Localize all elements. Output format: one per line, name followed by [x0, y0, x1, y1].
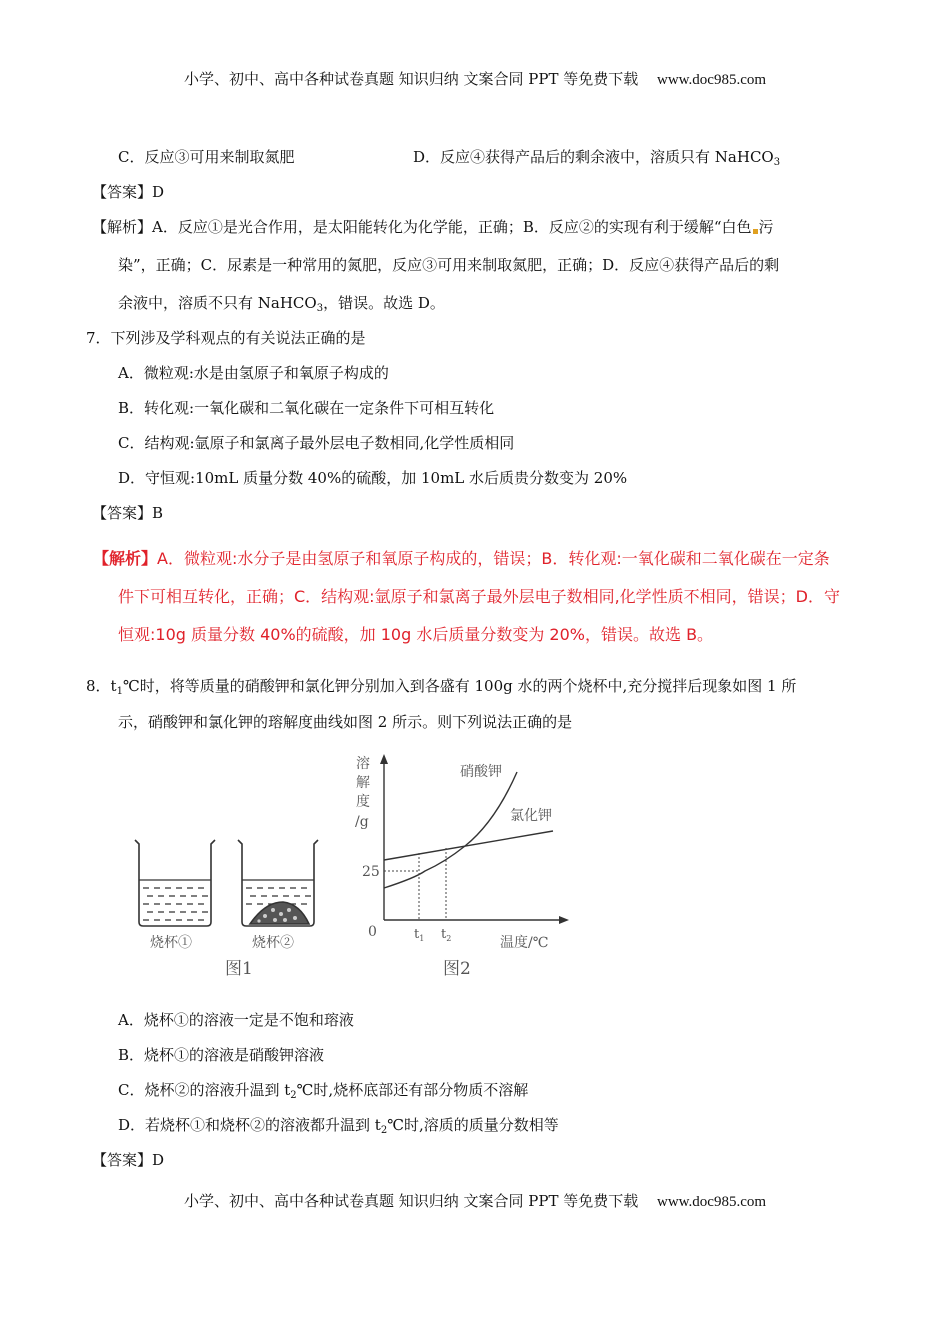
- solubility-chart: [355, 754, 569, 979]
- y-axis-arrow-icon: [380, 754, 388, 764]
- q8-option-a: A．烧杯①的溶液一定是不饱和瑢液: [118, 1011, 354, 1029]
- highlight-mark-icon: [753, 229, 758, 234]
- q6-analysis-text: ，错误。故选 D。: [323, 294, 445, 312]
- q8-option-text: ℃时,溶质的质量分数相等: [387, 1116, 559, 1134]
- q8-option-text: D．若烧杯①和烧杯②的溶液都升温到 t: [118, 1116, 381, 1134]
- footer-text: 小学、初中、高中各种试卷真题 知识归纳 文案合同 PPT 等免费下载: [183, 1192, 639, 1210]
- figure-2-caption: 图2: [443, 959, 471, 979]
- x-tick-t2: $t_2$: [441, 927, 452, 943]
- header-site: www.doc985.com: [657, 72, 767, 88]
- q6-analysis-line2: 染”，正确；C．尿素是一种常用的氮肥，反应③可用来制取氮肥，正确；D．反应④获得产品后的剩: [118, 256, 780, 274]
- y-axis-label: /g: [355, 814, 369, 830]
- origin-label: 0: [368, 924, 377, 940]
- q6-analysis-text: 污: [758, 218, 774, 236]
- beaker-2-icon: [238, 840, 318, 926]
- q6-answer: 【答案】D: [92, 183, 165, 201]
- q8-figure-svg: [125, 752, 585, 987]
- beaker-1-icon: [135, 840, 215, 926]
- page-header: [0, 68, 950, 89]
- y-axis-label: 溶: [356, 756, 370, 772]
- q6-option-d: [413, 147, 780, 173]
- q8-figure: [125, 752, 585, 987]
- q7-option-a: A．微粒观:水是由氢原子和氧原子构成的: [118, 364, 389, 382]
- q8-option-text: ℃时,烧杯底部还有部分物质不溶解: [296, 1081, 529, 1099]
- subscript: 2: [380, 1125, 388, 1136]
- y-tick-25: 25: [362, 864, 380, 880]
- q6-option-c: C．反应③可用来制取氮肥: [118, 148, 295, 166]
- subscript: 2: [290, 1090, 297, 1101]
- q7-analysis-text: A．微粒观:水分子是由氢原子和氧原子构成的，错误；B．转化观:一氧化碳和二氧化碳在一定条: [157, 549, 830, 568]
- series-label-kno3: 硝酸钾: [460, 764, 502, 780]
- q7-analysis-line3: 恒观:10g 质量分数 40%的硫酸，加 10g 水后质量分数变为 20%，错误。故选 B。: [118, 625, 714, 644]
- q8-option-text: C．烧杯②的溶液升温到 t: [118, 1081, 291, 1099]
- q8-stem-text: ℃时，将等质量的硝酸钾和氯化钾分别加入到各盛有 100g 水的两个烧杯中,充分搅拌后现象如图 1 所: [122, 677, 797, 695]
- q8-answer: 【答案】D: [92, 1151, 165, 1169]
- subscript: 3: [316, 303, 324, 314]
- q8-stem-line1: [86, 676, 796, 702]
- footer-site: www.doc985.com: [657, 1194, 767, 1210]
- beaker-2-label: 烧杯②: [252, 935, 294, 951]
- analysis-label: 【解析】: [93, 549, 158, 568]
- subscript: 3: [773, 157, 781, 168]
- series-label-kcl: 氯化钾: [510, 808, 552, 824]
- q7-analysis-line2: 件下可相互转化，正确；C．结构观:氩原子和氯离子最外层电子数相同,化学性质不相同，错误；D．守: [118, 587, 840, 606]
- x-axis-arrow-icon: [559, 916, 569, 924]
- q7-analysis-line1: [93, 549, 830, 569]
- q7-answer: 【答案】B: [92, 504, 164, 522]
- page-footer: [0, 1190, 950, 1211]
- q8-option-b: B．烧杯①的溶液是硝酸钾溶液: [118, 1046, 325, 1064]
- kcl-curve: [384, 831, 553, 860]
- y-axis-label: 解: [356, 775, 370, 791]
- q6-analysis-text: 余液中，溶质不只有 NaHCO: [118, 294, 317, 312]
- figure-1-caption: 图1: [225, 959, 253, 979]
- beaker-1-label: 烧杯①: [150, 935, 192, 951]
- q8-stem-text: 8．t: [86, 677, 117, 695]
- kno3-curve: [384, 772, 517, 888]
- header-text: 小学、初中、高中各种试卷真题 知识归纳 文案合同 PPT 等免费下载: [183, 70, 639, 88]
- q6-option-d-text: D．反应④获得产品后的剩余液中，溶质只有 NaHCO: [413, 148, 774, 166]
- x-tick-t1: $t_1$: [414, 927, 425, 943]
- q8-option-c: [118, 1080, 528, 1106]
- q6-analysis-text: 【解析】A．反应①是光合作用，是太阳能转化为化学能，正确；B．反应②的实现有利于缓解“白色: [92, 218, 752, 236]
- y-axis-label: 度: [356, 794, 370, 810]
- q8-stem-line2: 示，硝酸钾和氯化钾的瑢解度曲线如图 2 所示。则下列说法正确的是: [118, 713, 573, 731]
- q7-option-b: B．转化观:一氧化碳和二氧化碳在一定条件下可相互转化: [118, 399, 495, 417]
- q6-analysis-line1: [92, 217, 774, 237]
- q7-stem: 7．下列涉及学科观点的有关说法正确的是: [86, 329, 366, 347]
- q7-option-c: C．结构观:氩原子和氯离子最外层电子数相同,化学性质相同: [118, 434, 515, 452]
- q7-option-d: D．守恒观:10mL 质量分数 40%的硫酸，加 10mL 水后质贵分数变为 20%: [118, 469, 628, 487]
- x-axis-label: 温度/℃: [500, 935, 549, 951]
- q8-option-d: [118, 1115, 559, 1141]
- q6-analysis-line3: [118, 293, 445, 319]
- subscript: 1: [116, 686, 123, 697]
